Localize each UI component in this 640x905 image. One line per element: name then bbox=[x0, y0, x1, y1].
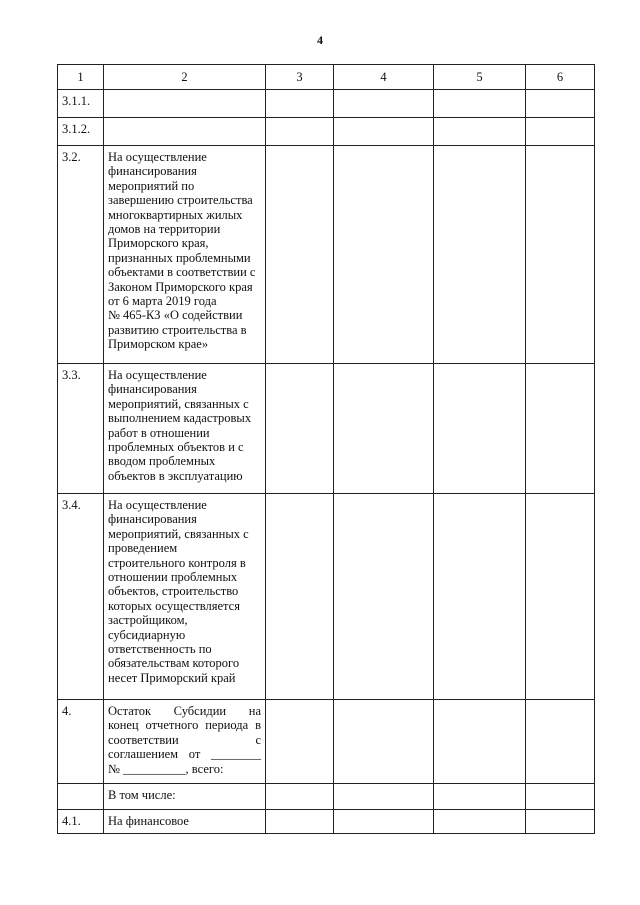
description-line: На осуществление bbox=[108, 498, 207, 512]
description-line: вводом проблемных bbox=[108, 454, 216, 469]
table-cell bbox=[526, 118, 595, 146]
description-line: несет Приморский край bbox=[108, 670, 236, 685]
description-line: от 6 марта 2019 года bbox=[108, 294, 217, 309]
row-number: 3.4. bbox=[58, 494, 104, 700]
table-cell bbox=[266, 118, 334, 146]
description-line: многоквартирных жилых bbox=[108, 207, 243, 222]
table-cell bbox=[526, 90, 595, 118]
table-cell bbox=[266, 90, 334, 118]
table-cell bbox=[434, 90, 526, 118]
table-row-3-2 bbox=[58, 146, 595, 364]
description-line: объектами в соответствии с bbox=[108, 265, 256, 280]
table-row-4-1 bbox=[58, 810, 595, 834]
report-table bbox=[57, 64, 595, 834]
table-row-subtotal-label bbox=[58, 784, 595, 810]
description-line: мероприятий, связанных с bbox=[108, 526, 249, 541]
row-number: 3.2. bbox=[58, 146, 104, 364]
table-cell bbox=[434, 118, 526, 146]
row-description bbox=[104, 118, 266, 146]
row-number: 3.1.2. bbox=[58, 118, 104, 146]
description-line: завершению строительства bbox=[108, 193, 253, 208]
column-header-5: 5 bbox=[434, 65, 526, 90]
description-line: объектов в эксплуатацию bbox=[108, 468, 243, 483]
table-cell bbox=[526, 810, 595, 834]
row-description bbox=[104, 784, 266, 810]
description-line: домов на территории bbox=[108, 222, 221, 237]
table-cell bbox=[266, 146, 334, 364]
description-line: В том числе: bbox=[108, 788, 176, 802]
row-description bbox=[104, 700, 266, 784]
table-cell bbox=[334, 700, 434, 784]
row-description bbox=[104, 364, 266, 494]
table-cell bbox=[526, 784, 595, 810]
table-cell bbox=[526, 494, 595, 700]
row-description bbox=[104, 146, 266, 364]
description-line: строительного контроля в bbox=[108, 555, 246, 570]
description-line: На осуществление bbox=[108, 150, 207, 164]
row-number: 4. bbox=[58, 700, 104, 784]
description-line: финансирования bbox=[108, 382, 197, 397]
table-cell bbox=[334, 146, 434, 364]
column-header-4: 4 bbox=[334, 65, 434, 90]
column-header-6: 6 bbox=[526, 65, 595, 90]
table-header-row bbox=[58, 65, 595, 90]
table-cell bbox=[334, 810, 434, 834]
description-line: Законом Приморского края bbox=[108, 279, 253, 294]
table-cell bbox=[266, 494, 334, 700]
table-cell bbox=[334, 784, 434, 810]
description-line: мероприятий, связанных с bbox=[108, 396, 249, 411]
description-line: конец отчетного периода в bbox=[108, 718, 261, 733]
description-line: выполнением кадастровых bbox=[108, 411, 252, 426]
description-line: финансирования bbox=[108, 512, 197, 527]
table-cell bbox=[334, 90, 434, 118]
table-row-3-1-2 bbox=[58, 118, 595, 146]
description-line: отношении проблемных bbox=[108, 570, 238, 585]
description-line: мероприятий по bbox=[108, 178, 195, 193]
table-cell bbox=[526, 700, 595, 784]
column-header-2: 2 bbox=[104, 65, 266, 90]
description-line: На финансовое bbox=[108, 814, 189, 828]
table-cell bbox=[266, 810, 334, 834]
row-number bbox=[58, 784, 104, 810]
description-line: Остаток Субсидии на bbox=[108, 704, 261, 718]
description-line: ответственность по bbox=[108, 642, 212, 657]
description-line: На осуществление bbox=[108, 368, 207, 382]
table-cell bbox=[266, 364, 334, 494]
table-row-3-4 bbox=[58, 494, 595, 700]
description-line: № 465-КЗ «О содействии bbox=[108, 308, 243, 323]
description-line: финансирования bbox=[108, 164, 197, 179]
description-line: объектов, строительство bbox=[108, 584, 239, 599]
description-line: развитию строительства в bbox=[108, 322, 247, 337]
table-row-4 bbox=[58, 700, 595, 784]
table-cell bbox=[434, 146, 526, 364]
table-cell bbox=[434, 364, 526, 494]
description-line: которых осуществляется bbox=[108, 598, 240, 613]
table-cell bbox=[334, 494, 434, 700]
table-cell bbox=[334, 364, 434, 494]
table-cell bbox=[334, 118, 434, 146]
description-line: проведением bbox=[108, 541, 178, 556]
description-line: обязательствам которого bbox=[108, 656, 240, 671]
row-number: 4.1. bbox=[58, 810, 104, 834]
description-line: проблемных объектов и с bbox=[108, 440, 244, 455]
table-row-3-1-1 bbox=[58, 90, 595, 118]
description-line: соглашением от ________ bbox=[108, 747, 261, 762]
table-cell bbox=[434, 784, 526, 810]
description-line: субсидиарную bbox=[108, 627, 186, 642]
table-cell bbox=[526, 146, 595, 364]
table-cell bbox=[266, 784, 334, 810]
description-line: признанных проблемными bbox=[108, 250, 251, 265]
table-cell bbox=[434, 810, 526, 834]
row-number: 3.1.1. bbox=[58, 90, 104, 118]
description-line: Приморском крае» bbox=[108, 337, 209, 352]
table-row-3-3 bbox=[58, 364, 595, 494]
column-header-1: 1 bbox=[58, 65, 104, 90]
page-number: 4 bbox=[317, 33, 323, 47]
table-cell bbox=[266, 700, 334, 784]
description-line: застройщиком, bbox=[108, 613, 188, 628]
row-description bbox=[104, 494, 266, 700]
description-line: № __________, всего: bbox=[108, 761, 224, 776]
column-header-3: 3 bbox=[266, 65, 334, 90]
table-cell bbox=[526, 364, 595, 494]
description-line: работ в отношении bbox=[108, 425, 210, 440]
description-line: соответствии с bbox=[108, 732, 261, 747]
table-cell bbox=[434, 700, 526, 784]
row-number: 3.3. bbox=[58, 364, 104, 494]
table-cell bbox=[434, 494, 526, 700]
description-line: Приморского края, bbox=[108, 236, 209, 251]
row-description bbox=[104, 90, 266, 118]
row-description bbox=[104, 810, 266, 834]
